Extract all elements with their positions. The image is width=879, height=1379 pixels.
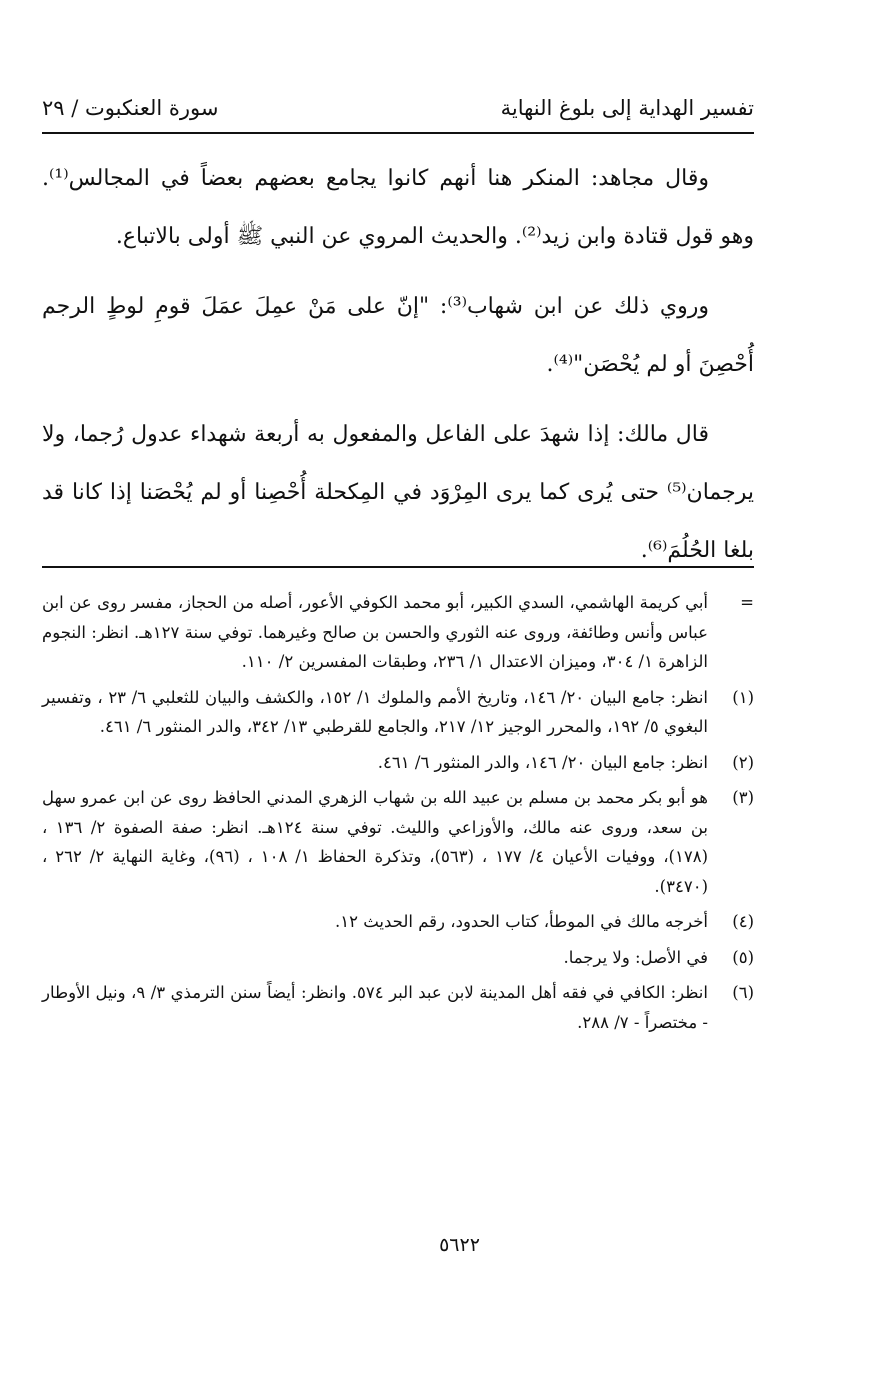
- footnote: [42, 588, 754, 677]
- paragraph: وقال مجاهد: المنكر هنا أنهم كانوا يجامع بعضهم بعضاً في المجالس⁽¹⁾. وهو قول قتادة وابن زيد⁽²⁾. والحديث المروي عن النبي ﷺ أولى بالاتباع.: [42, 166, 754, 249]
- book-title: تفسير الهداية إلى بلوغ النهاية: [500, 96, 754, 120]
- footnote-text: انظر: الكافي في فقه أهل المدينة لابن عبد البر ٥٧٤. وانظر: أيضاً سنن الترمذي ٣/ ٩، ونيل الأوطار - مختصراً - ٧/ ٢٨٨.: [42, 983, 708, 1032]
- footnote-number: (٦): [732, 983, 754, 1002]
- footnote-text: أخرجه مالك في الموطأ، كتاب الحدود، رقم الحديث ١٢.: [335, 912, 708, 931]
- footnote-number: (٢): [732, 752, 754, 772]
- footnote: [42, 683, 754, 742]
- footnote-number: (٥): [732, 947, 754, 967]
- footnote-text: أبي كريمة الهاشمي، السدي الكبير، أبو محمد الكوفي الأعور، أصله من الحجاز، مفسر روى عن ابن عباس وأنس وطائفة، وروى عنه الثوري والحسن بن صالح وغيرهما. توفي سنة ١٢٧هـ. انظر: النجوم الزاهرة ١/ ٣٠٤، وميزان الاعتدال ١/ ٢٣٦، وطبقات المفسرين ٢/ ١١٠.: [42, 593, 708, 671]
- paragraph: قال مالك: إذا شهدَ على الفاعل والمفعول به أربعة شهداء عدول رُجما، ولا يرجمان⁽⁵⁾ حتى يُرى كما يرى المِرْوَد في المِكحلة أُحْصِنا أو لم يُحْصَنا إذا كانا قد بلغا الحُلُمَ⁽⁶⁾.: [42, 422, 754, 563]
- footnote-text: انظر: جامع البيان ٢٠/ ١٤٦، وتاريخ الأمم والملوك ١/ ١٥٢، والكشف والبيان للثعلبي ٦/ ٢٣ ، وتفسير البغوي ٥/ ١٩٢، والمحرر الوجيز ١٢/ ٢١٧، والجامع للقرطبي ١٣/ ٣٤٢، والدر المنثور ٦/ ٤٦١.: [42, 687, 709, 736]
- paragraph: وروي ذلك عن ابن شهاب⁽³⁾: "إنّ على مَنْ عمِلَ عمَلَ قومِ لوطٍ الرجم أُحْصِنَ أو لم يُحْصَن"⁽⁴⁾.: [42, 294, 754, 377]
- footnotes: [42, 588, 754, 1043]
- footnote-text: انظر: جامع البيان ٢٠/ ١٤٦، والدر المنثور ٦/ ٤٦١.: [377, 752, 708, 772]
- footnote-number: (٤): [732, 912, 754, 931]
- footnote: [42, 978, 754, 1037]
- footnote: [42, 943, 754, 973]
- footnote-number: (١): [732, 687, 754, 707]
- footnote: [42, 748, 754, 778]
- footnote: [42, 783, 754, 901]
- footnote: [42, 907, 754, 937]
- running-header: [42, 92, 754, 124]
- surah-label: سورة العنكبوت / ٢٩: [42, 96, 219, 120]
- main-text: [42, 150, 754, 592]
- footnote-number: =: [740, 593, 754, 612]
- footnote-text: في الأصل: ولا يرجما.: [563, 947, 708, 967]
- page-number: ٥٦٢٢: [439, 1234, 480, 1256]
- footnote-text: هو أبو بكر محمد بن مسلم بن عبيد الله بن شهاب الزهري المدني الحافظ روى عن ابن عمرو سهل بن سعد، وروى عنه مالك، والأوزاعي والليث. توفي سنة ١٢٤هـ. انظر: صفة الصفوة ٢/ ١٣٦ ، (١٧٨)، ووفيات الأعيان ٤/ ١٧٧ ، (٥٦٣)، وتذكرة الحفاظ ١/ ١٠٨ ، (٩٦)، وغاية النهاية ٢/ ٢٦٢ ، (٣٤٧٠).: [42, 788, 709, 896]
- footnote-divider: [42, 566, 754, 568]
- header-divider: [42, 132, 754, 134]
- footnote-number: (٣): [732, 788, 754, 807]
